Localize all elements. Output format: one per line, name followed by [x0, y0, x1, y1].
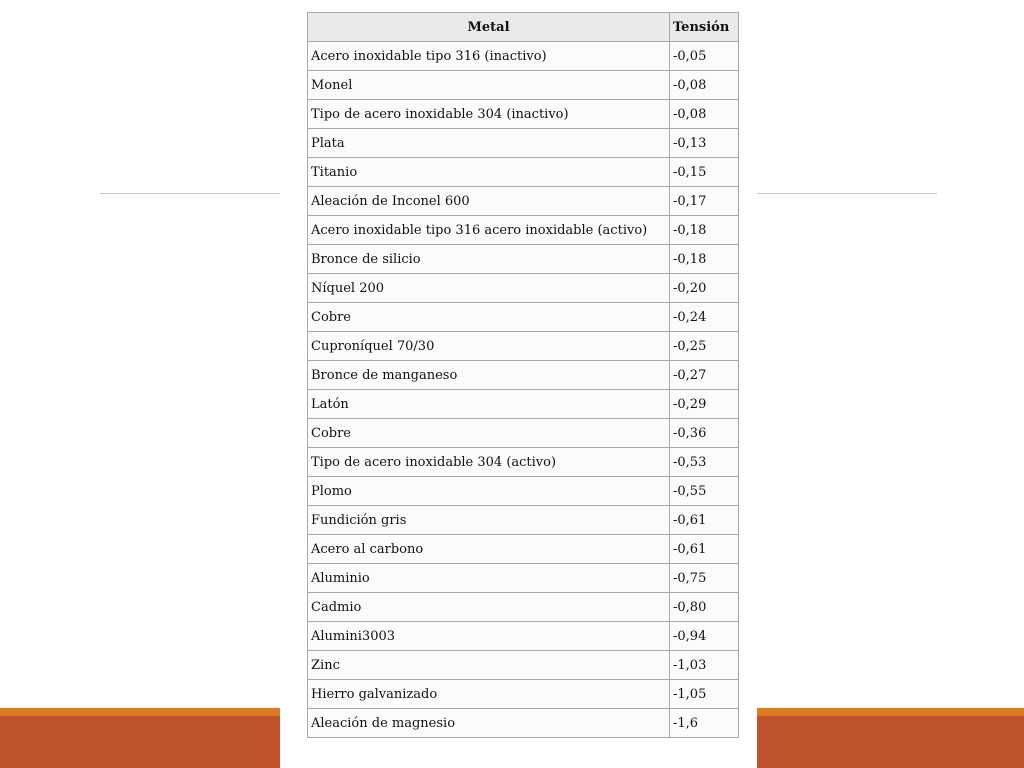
cell-metal: Tipo de acero inoxidable 304 (inactivo) — [308, 100, 670, 129]
cell-voltage: -0,61 — [670, 506, 739, 535]
table-row — [308, 158, 739, 187]
cell-voltage: -0,36 — [670, 419, 739, 448]
table-body — [308, 42, 739, 738]
divider-line-left — [100, 193, 280, 194]
cell-voltage: -0,61 — [670, 535, 739, 564]
cell-metal: Zinc — [308, 651, 670, 680]
cell-metal: Plata — [308, 129, 670, 158]
cell-voltage: -0,29 — [670, 390, 739, 419]
table-row — [308, 564, 739, 593]
table-row — [308, 303, 739, 332]
table-row — [308, 274, 739, 303]
galvanic-series-table — [307, 12, 739, 738]
footer-accent-bar-right — [757, 708, 1024, 768]
cell-metal: Plomo — [308, 477, 670, 506]
table-header-row — [308, 13, 739, 42]
cell-metal: Hierro galvanizado — [308, 680, 670, 709]
cell-metal: Cobre — [308, 303, 670, 332]
table-row — [308, 651, 739, 680]
table-row — [308, 448, 739, 477]
cell-voltage: -0,75 — [670, 564, 739, 593]
cell-voltage: -0,05 — [670, 42, 739, 71]
table-row — [308, 187, 739, 216]
galvanic-series-table-container — [307, 12, 738, 740]
cell-metal: Níquel 200 — [308, 274, 670, 303]
cell-voltage: -0,17 — [670, 187, 739, 216]
cell-metal: Tipo de acero inoxidable 304 (activo) — [308, 448, 670, 477]
cell-metal: Alumini3003 — [308, 622, 670, 651]
cell-metal: Cobre — [308, 419, 670, 448]
cell-voltage: -0,18 — [670, 216, 739, 245]
table-row — [308, 477, 739, 506]
cell-metal: Latón — [308, 390, 670, 419]
cell-metal: Acero inoxidable tipo 316 acero inoxidable (activo) — [308, 216, 670, 245]
cell-metal: Bronce de silicio — [308, 245, 670, 274]
cell-metal: Titanio — [308, 158, 670, 187]
cell-voltage: -0,08 — [670, 100, 739, 129]
cell-voltage: -1,6 — [670, 709, 739, 738]
divider-line-right — [757, 193, 937, 194]
cell-metal: Cuproníquel 70/30 — [308, 332, 670, 361]
cell-voltage: -0,80 — [670, 593, 739, 622]
header-voltage: Tensión — [670, 13, 739, 42]
table-row — [308, 216, 739, 245]
table-row — [308, 361, 739, 390]
table-row — [308, 129, 739, 158]
cell-voltage: -0,25 — [670, 332, 739, 361]
table-row — [308, 332, 739, 361]
cell-voltage: -0,55 — [670, 477, 739, 506]
cell-voltage: -0,13 — [670, 129, 739, 158]
cell-metal: Cadmio — [308, 593, 670, 622]
cell-metal: Acero inoxidable tipo 316 (inactivo) — [308, 42, 670, 71]
cell-voltage: -0,18 — [670, 245, 739, 274]
table-row — [308, 506, 739, 535]
cell-voltage: -0,24 — [670, 303, 739, 332]
cell-voltage: -0,53 — [670, 448, 739, 477]
table-row — [308, 709, 739, 738]
cell-voltage: -1,03 — [670, 651, 739, 680]
table-row — [308, 100, 739, 129]
table-row — [308, 593, 739, 622]
table-row — [308, 71, 739, 100]
cell-metal: Bronce de manganeso — [308, 361, 670, 390]
cell-voltage: -0,08 — [670, 71, 739, 100]
table-row — [308, 535, 739, 564]
table-row — [308, 419, 739, 448]
cell-voltage: -1,05 — [670, 680, 739, 709]
cell-metal: Aluminio — [308, 564, 670, 593]
table-row — [308, 680, 739, 709]
table-row — [308, 390, 739, 419]
cell-metal: Acero al carbono — [308, 535, 670, 564]
cell-metal: Aleación de Inconel 600 — [308, 187, 670, 216]
cell-voltage: -0,94 — [670, 622, 739, 651]
cell-metal: Monel — [308, 71, 670, 100]
footer-accent-bar-left — [0, 708, 280, 768]
header-metal: Metal — [308, 13, 670, 42]
table-row — [308, 622, 739, 651]
table-row — [308, 245, 739, 274]
cell-voltage: -0,15 — [670, 158, 739, 187]
table-row — [308, 42, 739, 71]
cell-voltage: -0,20 — [670, 274, 739, 303]
cell-metal: Fundición gris — [308, 506, 670, 535]
cell-metal: Aleación de magnesio — [308, 709, 670, 738]
cell-voltage: -0,27 — [670, 361, 739, 390]
